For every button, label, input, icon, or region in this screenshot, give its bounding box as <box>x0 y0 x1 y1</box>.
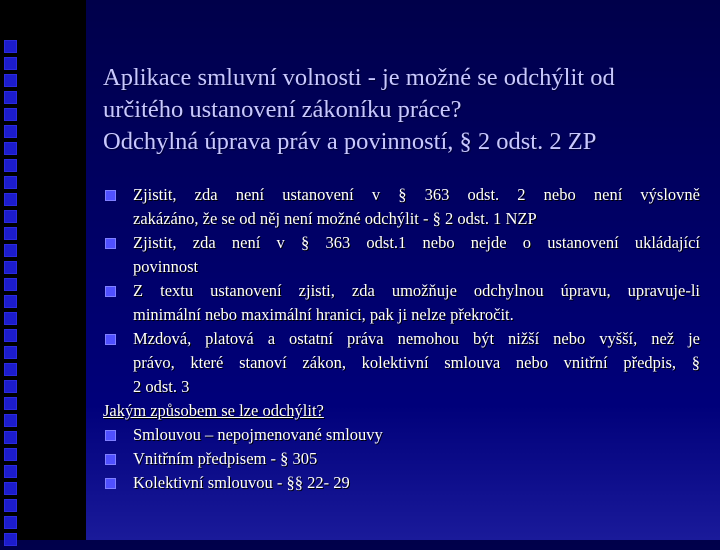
bullet-line: 2 odst. 3 <box>133 377 190 396</box>
bullet-line: Zjistit, zda není ustanovení v § 363 odst. 2 nebo není výslovně <box>133 185 700 204</box>
bullet-item <box>103 231 700 279</box>
title-line: Aplikace smluvní volnosti - je možné se odchýlit od <box>103 64 615 91</box>
slide-content <box>103 183 700 495</box>
bullet-line: právo, které stanoví zákon, kolektivní smlouva nebo vnitřní předpis, § <box>133 353 700 372</box>
sub-bullet-item <box>103 423 700 447</box>
bullet-line: povinnost <box>133 257 199 276</box>
sub-bullet-line: Kolektivní smlouvou - §§ 22- 29 <box>133 473 350 492</box>
square-bullet-icon <box>105 454 116 465</box>
square-bullet-icon <box>105 286 116 297</box>
square-bullet-icon <box>105 190 116 201</box>
left-decorative-strip <box>0 0 86 540</box>
square-bullet-icon <box>105 430 116 441</box>
bullet-item <box>103 183 700 231</box>
square-bullet-icon <box>105 334 116 345</box>
subheading: Jakým způsobem se lze odchýlit? <box>103 401 324 420</box>
bullet-item <box>103 279 700 327</box>
bullet-line: Zjistit, zda není v § 363 odst.1 nebo nejde o ustanovení ukládající <box>133 233 700 252</box>
bullet-line: minimální nebo maximální hranici, pak ji nelze překročit. <box>133 305 514 324</box>
sub-bullet-item <box>103 471 700 495</box>
bullet-item <box>103 327 700 399</box>
decorative-squares <box>4 40 18 550</box>
square-bullet-icon <box>105 478 116 489</box>
sub-bullet-line: Smlouvou – nepojmenované smlouvy <box>133 425 383 444</box>
bullet-line: Z textu ustanovení zjisti, zda umožňuje odchylnou úpravu, upravuje-li <box>133 281 700 300</box>
title-line: určitého ustanovení zákoníku práce? <box>103 96 462 123</box>
sub-bullet-line: Vnitřním předpisem - § 305 <box>133 449 318 468</box>
bullet-line: Mzdová, platová a ostatní práva nemohou být nižší nebo vyšší, než je <box>133 329 700 348</box>
title-line: Odchylná úprava práv a povinností, § 2 odst. 2 ZP <box>103 128 597 155</box>
bullet-line: zakázáno, že se od něj není možné odchýlit - § 2 odst. 1 NZP <box>133 209 537 228</box>
slide-title <box>103 62 703 158</box>
sub-bullet-item <box>103 447 700 471</box>
square-bullet-icon <box>105 238 116 249</box>
